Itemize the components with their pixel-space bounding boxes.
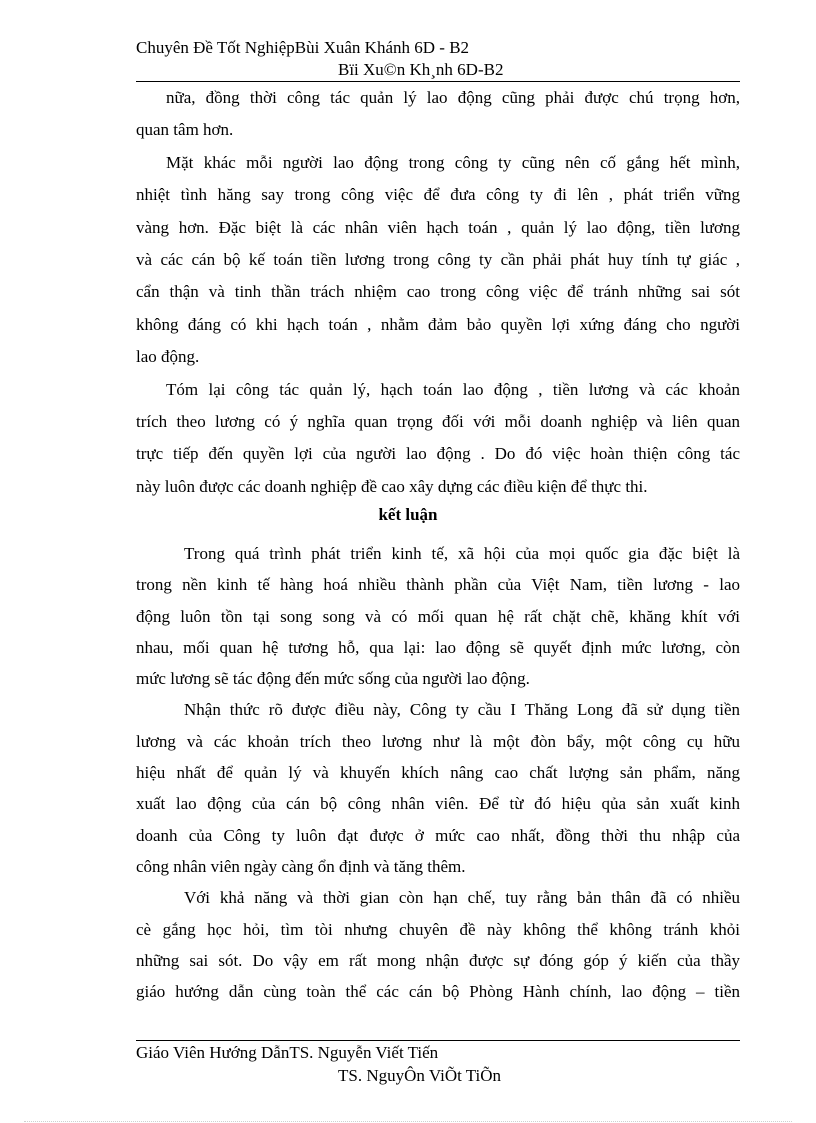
text-line: động luôn tồn tại song song và có mối quan hệ rất chặt chẽ, khăng khít với xyxy=(136,606,740,626)
paragraph-awareness xyxy=(136,694,740,882)
text-line: Mặt khác mỗi người lao động trong công ty cũng nên cố gắng hết mình, xyxy=(166,152,740,172)
text-line: lương và các khoản trích theo lương như là một đòn bẩy, một công cụ hữu xyxy=(136,731,740,751)
footer-advisor-alt: TS. NguyÔn ViÕt TiÕn xyxy=(338,1066,502,1085)
paragraph-development xyxy=(136,538,740,694)
text-line: trong nền kinh tế hàng hoá nhiều thành phần của Việt Nam, tiền lương - lao xyxy=(136,575,740,595)
text-line: những sai sót. Do vậy em rất mong nhận được sự đóng góp ý kiến của thầy xyxy=(136,950,740,970)
footer-divider xyxy=(136,1040,740,1041)
text-line: này luôn được các doanh nghiệp đề cao xây dựng các điều kiện để thực thi. xyxy=(136,476,648,496)
text-line: trực tiếp đến quyền lợi của người lao động . Do đó việc hoàn thiện công tác xyxy=(136,444,740,464)
footer-advisor: Giáo Viên Hướng DẫnTS. Nguyễn Viết Tiến xyxy=(136,1043,439,1062)
text-line: hiệu nhất để quản lý và khuyến khích nâng cao chất lượng sản phẩm, năng xyxy=(136,763,740,783)
text-line: doanh của Công ty luôn đạt được ở mức cao nhất, đồng thời thu nhập của xyxy=(136,825,740,845)
header-subtitle: Bïi Xu©n Kh¸nh 6D-B2 xyxy=(338,60,504,79)
text-line: không đáng có khi hạch toán , nhằm đảm bảo quyền lợi xứng đáng cho người xyxy=(136,314,740,334)
text-line: cè gắng học hỏi, tìm tòi nhưng chuyên đề này không thể không tránh khỏi xyxy=(136,919,740,939)
paragraph-employee-effort xyxy=(136,147,740,374)
header-title: Chuyên Đề Tốt NghiệpBùi Xuân Khánh 6D - B2 xyxy=(136,38,470,57)
text-line: mức lương sẽ tác động đến mức sống của người lao động. xyxy=(136,669,530,689)
paragraph-acknowledgement xyxy=(136,882,740,1007)
text-line: và các cán bộ kế toán tiền lương trong công ty cần phải phát huy tính tự giác , xyxy=(136,250,740,270)
body-conclusion xyxy=(136,538,740,1007)
text-line: nữa, đồng thời công tác quản lý lao động cũng phải được chú trọng hơn, xyxy=(166,88,740,107)
text-line: vàng hơn. Đặc biệt là các nhân viên hạch toán , quản lý lao động, tiền lương xyxy=(136,217,740,237)
text-line: Tóm lại công tác quản lý, hạch toán lao động , tiền lương và các khoản xyxy=(166,379,740,399)
text-line: trích theo lương có ý nghĩa quan trọng đối với mỗi doanh nghiệp và liên quan xyxy=(136,412,740,432)
text-line: xuất lao động của cán bộ công nhân viên. Để từ đó hiệu qủa sản xuất kinh xyxy=(136,794,740,814)
body-top xyxy=(136,82,740,503)
page-bottom-edge xyxy=(24,1121,792,1122)
text-line: giáo hướng dẫn cùng toàn thể các cán bộ Phòng Hành chính, lao động – tiền xyxy=(136,982,740,1002)
text-line: Trong quá trình phát triển kinh tế, xã hội của mọi quốc gia đặc biệt là xyxy=(184,544,740,563)
text-line: Nhận thức rõ được điều này, Công ty cầu I Thăng Long đã sử dụng tiền xyxy=(184,700,740,720)
paragraph-summary xyxy=(136,374,740,504)
text-line: cẩn thận và tinh thần trách nhiệm cao trong công việc để tránh những sai sót xyxy=(136,282,740,302)
text-line: nhiệt tình hăng say trong công việc để đưa công ty đi lên , phát triển vững xyxy=(136,185,740,205)
text-line: nhau, mối quan hệ tương hỗ, qua lại: lao động sẽ quyết định mức lương, còn xyxy=(136,637,740,657)
paragraph-continuation xyxy=(136,82,740,147)
text-line: lao động. xyxy=(136,347,200,367)
text-line: công nhân viên ngày càng ổn định và tăng thêm. xyxy=(136,856,466,876)
text-line: Với khả năng và thời gian còn hạn chế, tuy rằng bản thân đã có nhiều xyxy=(184,888,740,908)
conclusion-heading: kết luận xyxy=(378,505,438,524)
text-line: quan tâm hơn. xyxy=(136,120,234,140)
